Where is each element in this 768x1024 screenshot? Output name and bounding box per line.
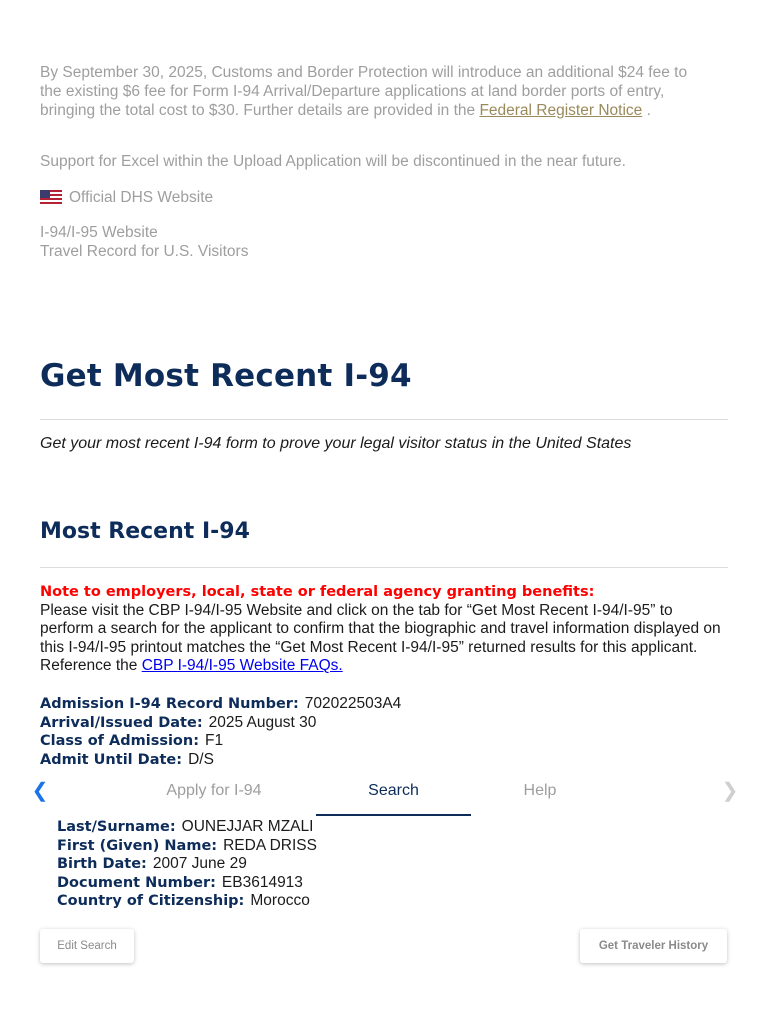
faq-link[interactable]: CBP I-94/I-95 Website FAQs. (141, 657, 343, 675)
tab-help[interactable]: Help (523, 782, 557, 799)
section-divider (40, 567, 728, 568)
birth-date-label: Birth Date: (57, 856, 147, 873)
citizenship-label: Country of Citizenship: (57, 893, 245, 910)
employer-note (40, 583, 730, 676)
surname-label: Last/Surname: (57, 819, 176, 835)
site-name: I-94/I-95 Website (40, 224, 158, 241)
admission-number-row (40, 695, 401, 714)
document-number-label: Document Number: (57, 874, 216, 891)
birth-date-value: 2007 June 29 (152, 855, 247, 873)
given-name-row (57, 837, 317, 856)
fee-notice-text: By September 30, 2025, Customs and Border Protection will introduce an additional $24 fee to the existing $6 fee for Form I-94 Arrival/Departure applications at land border ports of entry, bringing the total cost to $30. Further details are provided in the (40, 64, 688, 119)
class-of-admission-label: Class of Admission: (40, 733, 200, 750)
admit-until-row (40, 751, 401, 770)
chevron-left-icon[interactable]: ❮ (31, 780, 49, 802)
given-name-label: First (Given) Name: (57, 837, 218, 854)
title-divider (40, 419, 728, 420)
admission-number-value: 702022503A4 (304, 695, 402, 712)
chevron-right-icon[interactable]: ❯ (721, 780, 739, 802)
tab-search[interactable]: Search (316, 776, 471, 816)
surname-value: OUNEJJAR MZALI (181, 818, 314, 835)
admit-until-value: D/S (188, 750, 214, 768)
arrival-date-label: Arrival/Issued Date: (40, 714, 203, 731)
note-body: Please visit the CBP I-94/I-95 Website and click on the tab for “Get Most Recent I-94/I-95” to perform a search for the applicant to confirm that the biographic and travel information displayed on this I-94/I-95 printout matches the “Get Most Recent I-94/I-95” returned results for this applicant. Reference the (40, 601, 721, 675)
arrival-date-row (40, 714, 401, 733)
admit-until-label: Admit Until Date: (40, 751, 183, 768)
fee-notice (40, 63, 700, 120)
admission-number-label: Admission I-94 Record Number: (40, 696, 299, 712)
document-number-value: EB3614913 (221, 873, 303, 891)
note-heading: Note to employers, local, state or federal agency granting benefits: (40, 584, 595, 600)
traveler-details (57, 818, 317, 911)
arrival-date-value: 2025 August 30 (208, 713, 317, 731)
get-traveler-history-button[interactable]: Get Traveler History (580, 929, 727, 963)
edit-search-button[interactable]: Edit Search (40, 929, 134, 963)
surname-row (57, 818, 317, 837)
citizenship-row (57, 892, 317, 911)
section-title: Most Recent I-94 (40, 519, 250, 544)
tab-apply[interactable]: Apply for I-94 (166, 782, 262, 799)
site-logo[interactable] (40, 223, 700, 261)
official-site-label: Official DHS Website (69, 189, 214, 206)
record-summary (40, 695, 401, 769)
page-subtitle: Get your most recent I-94 form to prove your legal visitor status in the United States (40, 435, 632, 452)
page-title: Get Most Recent I-94 (40, 358, 412, 394)
birth-date-row (57, 855, 317, 874)
federal-register-link[interactable]: Federal Register Notice (479, 102, 643, 119)
document-number-row (57, 874, 317, 893)
fee-notice-suffix: . (642, 102, 651, 119)
class-of-admission-value: F1 (205, 732, 224, 750)
class-of-admission-row (40, 732, 401, 751)
site-tagline: Travel Record for U.S. Visitors (40, 243, 249, 260)
us-flag-icon (40, 190, 62, 204)
given-name-value: REDA DRISS (223, 836, 317, 854)
official-dhs-banner[interactable] (40, 188, 700, 207)
excel-notice: Support for Excel within the Upload Application will be discontinued in the near future. (40, 153, 626, 170)
tab-bar (30, 776, 740, 816)
citizenship-value: Morocco (250, 892, 310, 910)
